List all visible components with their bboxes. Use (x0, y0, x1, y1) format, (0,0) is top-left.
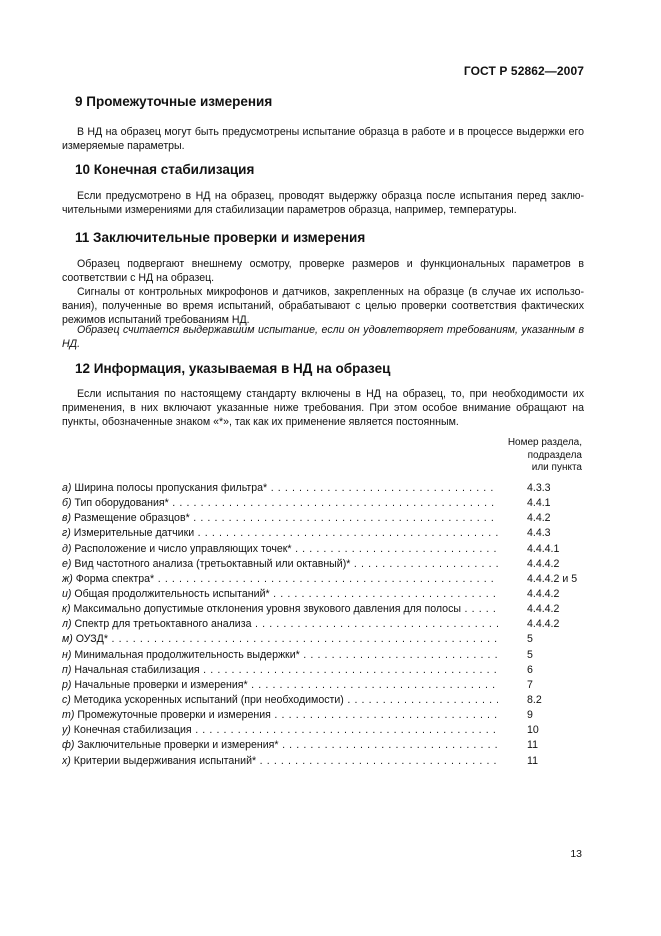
list-item-text (62, 481, 498, 496)
list-item-label: Измерительные датчики (73, 527, 195, 540)
list-item-letter: х) (62, 754, 71, 767)
list-item (62, 557, 592, 572)
list-item-text (62, 557, 498, 572)
list-item-label: Спектр для третьоктавного анализа (74, 618, 252, 631)
list-item-letter: б) (62, 497, 72, 510)
page-number: 13 (570, 848, 582, 860)
section-10-paragraph (62, 189, 584, 217)
section-11-text-1: Образец подвергают внешнему осмотру, проверке размеров и функциональных параметров в соответствии с НД на образец. (62, 258, 584, 284)
section-11-text-2: Сигналы от контрольных микрофонов и датчиков, закрепленных на образце (в случае их использования), полученные во время испытаний, обрабатывают с целью проверки соответствия фактических режимов испытаний требованиям НД. (62, 286, 584, 326)
list-item-text (62, 723, 498, 738)
list-item (62, 526, 592, 541)
standard-header: ГОСТ Р 52862—2007 (463, 64, 584, 78)
list-item (62, 572, 592, 587)
list-item-letter: т) (62, 709, 75, 722)
list-item (62, 511, 592, 526)
list-item (62, 708, 592, 723)
column-header-line-1: Номер раздела, (507, 437, 582, 448)
list-item (62, 648, 592, 663)
section-12-heading: 12 Информация, указываемая в НД на образец (75, 361, 391, 376)
list-item-letter: а) (62, 482, 72, 494)
list-item-text (62, 526, 498, 541)
list-item-reference: 4.4.4.2 и 5 (527, 572, 578, 585)
list-item (62, 481, 592, 496)
list-item-reference: 4.4.4.2 (527, 618, 560, 631)
list-item-reference: 10 (527, 724, 539, 737)
list-item-label: ОУЗД* (75, 633, 108, 646)
section-11-paragraph-2 (62, 285, 584, 327)
list-item-reference: 4.4.4.2 (527, 603, 560, 616)
list-item-label: Вид частотного анализа (третьоктавный или октавный)* (74, 557, 351, 570)
list-item-letter: р) (62, 678, 72, 691)
list-item-reference: 4.4.4.1 (527, 542, 560, 555)
list-item-letter: м) (62, 633, 73, 646)
list-item-letter: е) (62, 557, 72, 570)
list-item-text (62, 511, 498, 526)
list-item-text (62, 632, 498, 647)
list-item-letter: л) (62, 618, 72, 631)
list-item-letter: у) (62, 724, 71, 737)
list-item-letter: в) (62, 512, 72, 525)
list-item-reference: 7 (527, 678, 533, 691)
list-item (62, 632, 592, 647)
reference-column-header (472, 437, 582, 475)
list-item-text (62, 602, 498, 617)
list-item-reference: 5 (527, 648, 533, 661)
list-item-letter: д) (62, 542, 72, 555)
list-item-reference: 9 (527, 709, 533, 722)
list-item-text (62, 708, 498, 723)
list-item-text (62, 617, 498, 632)
list-item (62, 587, 592, 602)
list-item-letter: к) (62, 603, 71, 616)
list-item-letter: ж) (62, 572, 73, 585)
list-item-label: Начальные проверки и измерения* (74, 678, 248, 691)
list-item-reference: 11 (527, 754, 538, 767)
list-item-label: Максимально допустимые отклонения уровня звукового давления для полосы (73, 603, 461, 616)
list-item-letter: г) (62, 527, 71, 540)
column-header-line-3: или пункта (531, 462, 582, 473)
list-item-label: Ширина полосы пропускания фильтра* (74, 482, 268, 494)
list-item-text (62, 496, 498, 511)
list-item-reference: 4.4.1 (527, 497, 551, 510)
section-11-paragraph-1 (62, 257, 584, 285)
list-item-letter: с) (62, 693, 71, 706)
list-item-letter: ф) (62, 739, 75, 752)
section-11-text-3: Образец считается выдержавшим испытание, если он удовлетворяет требованиям, указанным в НД. (62, 324, 584, 350)
list-item-text (62, 572, 498, 587)
list-item-reference: 4.4.3 (527, 527, 551, 540)
section-11-heading: 11 Заключительные проверки и измерения (75, 230, 366, 245)
section-12-paragraph (62, 387, 584, 429)
section-9-paragraph (62, 125, 584, 153)
list-item-label: Начальная стабилизация (74, 663, 200, 676)
list-item-label: Критерии выдерживания испытаний* (73, 754, 257, 767)
list-item-text (62, 663, 498, 678)
list-item-label: Общая продолжительность испытаний* (74, 587, 270, 600)
list-item-label: Методика ускоренных испытаний (при необходимости) (73, 693, 344, 706)
list-item-letter: и) (62, 587, 72, 600)
list-item-reference: 5 (527, 633, 533, 646)
list-item-text (62, 678, 498, 693)
list-item (62, 754, 592, 769)
list-item-text (62, 693, 498, 708)
section-9-heading: 9 Промежуточные измерения (75, 94, 273, 109)
list-item (62, 678, 592, 693)
list-item-reference: 8.2 (527, 693, 542, 706)
list-item-reference: 4.3.3 (527, 482, 551, 494)
list-item-text (62, 754, 498, 769)
list-item-text (62, 648, 498, 663)
list-item-text (62, 587, 498, 602)
list-item-reference: 4.4.4.2 (527, 557, 560, 570)
list-item-reference: 4.4.4.2 (527, 587, 560, 600)
list-item-label: Минимальная продолжительность выдержки* (74, 648, 300, 661)
list-item (62, 496, 592, 511)
list-item-label: Форма спектра* (75, 572, 155, 585)
list-item-label: Конечная стабилизация (73, 724, 192, 737)
list-item-reference: 11 (527, 739, 538, 752)
list-item-label: Расположение и число управляющих точек* (74, 542, 292, 555)
list-item-label: Заключительные проверки и измерения* (77, 739, 279, 752)
list-item-letter: п) (62, 663, 72, 676)
list-item (62, 663, 592, 678)
list-item (62, 617, 592, 632)
list-item (62, 738, 592, 753)
list-item-reference: 4.4.2 (527, 512, 551, 525)
requirements-list (62, 481, 592, 769)
list-item-label: Размещение образцов* (74, 512, 190, 525)
list-item (62, 723, 592, 738)
list-item-label: Промежуточные проверки и измерения (77, 709, 271, 722)
section-11-paragraph-3 (62, 323, 584, 351)
list-item-text (62, 738, 498, 753)
section-10-heading: 10 Конечная стабилизация (75, 162, 255, 177)
list-item-reference: 6 (527, 663, 533, 676)
list-item (62, 602, 592, 617)
list-item-letter: н) (62, 648, 72, 661)
list-item-text (62, 542, 498, 557)
list-item (62, 693, 592, 708)
column-header-line-2: подраздела (527, 449, 582, 461)
section-10-text: Если предусмотрено в НД на образец, проводят выдержку образца после испытания перед заключительными измерениями для стабилизации параметров образца, например, температуры. (62, 190, 584, 216)
list-item (62, 542, 592, 557)
section-12-text: Если испытания по настоящему стандарту включены в НД на образец, то, при необходимости их применения, в них включают указанные ниже требования. При этом особое внимание обращают на пункты, обозначенные знаком «*», так как их применение является постоянным. (62, 388, 584, 428)
list-item-label: Тип оборудования* (74, 497, 169, 510)
section-9-text: В НД на образец могут быть предусмотрены испытание образца в работе и в процессе выдержки его измеряемые параметры. (62, 126, 584, 152)
